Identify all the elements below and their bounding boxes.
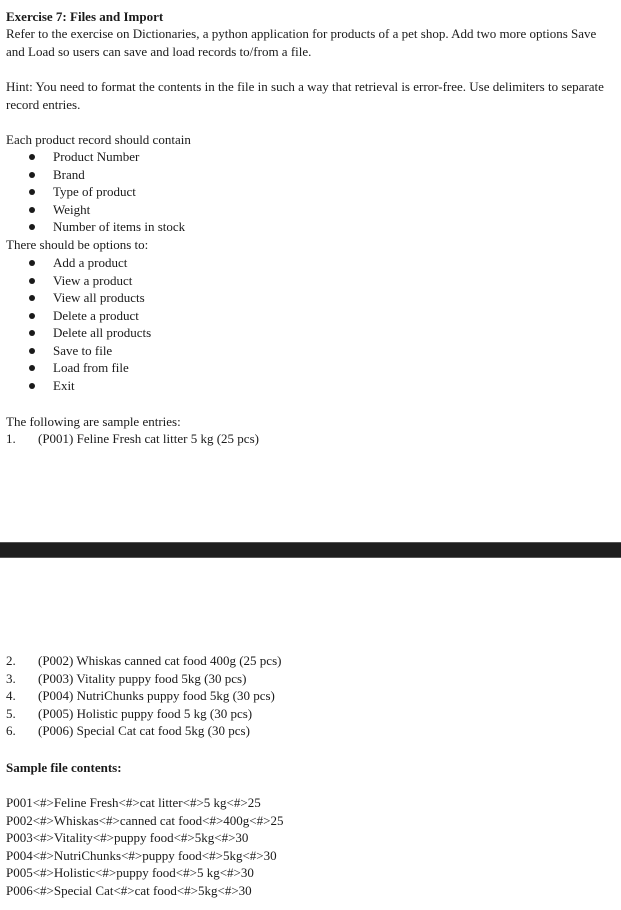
bullet-icon: [29, 278, 35, 284]
file-line: P005<#>Holistic<#>puppy food<#>5 kg<#>30: [6, 865, 254, 880]
bullet-icon: [29, 313, 35, 319]
list-item: Type of product: [6, 183, 185, 201]
list-item: Add a product: [6, 254, 151, 272]
page-break-divider: [0, 542, 621, 558]
file-line: P001<#>Feline Fresh<#>cat litter<#>5 kg<#>25: [6, 795, 261, 810]
file-contents-heading: Sample file contents:: [6, 760, 122, 775]
list-number: 6.: [6, 723, 16, 738]
samples-list-part2: [6, 652, 281, 740]
file-contents-block: [6, 794, 283, 899]
record-heading: Each product record should contain: [6, 132, 191, 147]
samples-list-part1: [6, 430, 259, 448]
options-list: [6, 254, 151, 394]
hint-paragraph: Hint: You need to format the contents in the file in such a way that retrieval is error-free. Use delimiters to separate record entries.: [6, 79, 604, 112]
bullet-icon: [29, 365, 35, 371]
list-item: Load from file: [6, 359, 151, 377]
list-number: 4.: [6, 688, 16, 703]
list-number: 3.: [6, 670, 16, 686]
list-item: Number of items in stock: [6, 218, 185, 236]
file-line: P006<#>Special Cat<#>cat food<#>5kg<#>30: [6, 882, 252, 898]
list-item: Product Number: [6, 148, 185, 166]
list-item: 5. (P005) Holistic puppy food 5 kg (30 pcs): [6, 705, 253, 721]
file-line: P002<#>Whiskas<#>canned cat food<#>400g<#>25: [6, 812, 284, 828]
bullet-icon: [29, 260, 35, 266]
file-line: P003<#>Vitality<#>puppy food<#>5kg<#>30: [6, 830, 249, 845]
intro-paragraph: Refer to the exercise on Dictionaries, a python application for products of a pet shop. Add two more options Save and Load so users can save and load records to/from a file.: [6, 26, 597, 59]
list-item: Delete all products: [6, 324, 151, 342]
bullet-icon: [29, 330, 35, 336]
samples-heading: The following are sample entries:: [6, 414, 181, 429]
list-item: View all products: [6, 289, 151, 307]
list-item: View a product: [6, 272, 151, 290]
bullet-icon: [29, 154, 35, 160]
bullet-icon: [29, 348, 35, 354]
options-heading: There should be options to:: [6, 237, 149, 252]
record-fields-list: [6, 148, 185, 236]
list-number: 5.: [6, 705, 16, 721]
bullet-icon: [29, 189, 35, 195]
bullet-icon: [29, 172, 35, 178]
list-item: 3. (P003) Vitality puppy food 5kg (30 pcs): [6, 670, 247, 686]
list-item: Exit: [6, 377, 151, 395]
list-item: 2. (P002) Whiskas canned cat food 400g (25 pcs): [6, 653, 282, 668]
exercise-title: Exercise 7: Files and Import: [6, 9, 164, 24]
list-item: 1. (P001) Feline Fresh cat litter 5 kg (25 pcs): [6, 431, 259, 446]
list-item: Save to file: [6, 342, 151, 360]
list-item: Weight: [6, 201, 185, 219]
bullet-icon: [29, 295, 35, 301]
bullet-icon: [29, 207, 35, 213]
list-number: 1.: [6, 431, 16, 446]
list-item: Delete a product: [6, 307, 151, 325]
list-item: Brand: [6, 166, 185, 184]
bullet-icon: [29, 383, 35, 389]
bullet-icon: [29, 224, 35, 230]
file-line: P004<#>NutriChunks<#>puppy food<#>5kg<#>30: [6, 847, 277, 863]
list-item: 6. (P006) Special Cat cat food 5kg (30 pcs): [6, 723, 250, 738]
list-item: 4. (P004) NutriChunks puppy food 5kg (30 pcs): [6, 688, 275, 703]
list-number: 2.: [6, 653, 16, 668]
